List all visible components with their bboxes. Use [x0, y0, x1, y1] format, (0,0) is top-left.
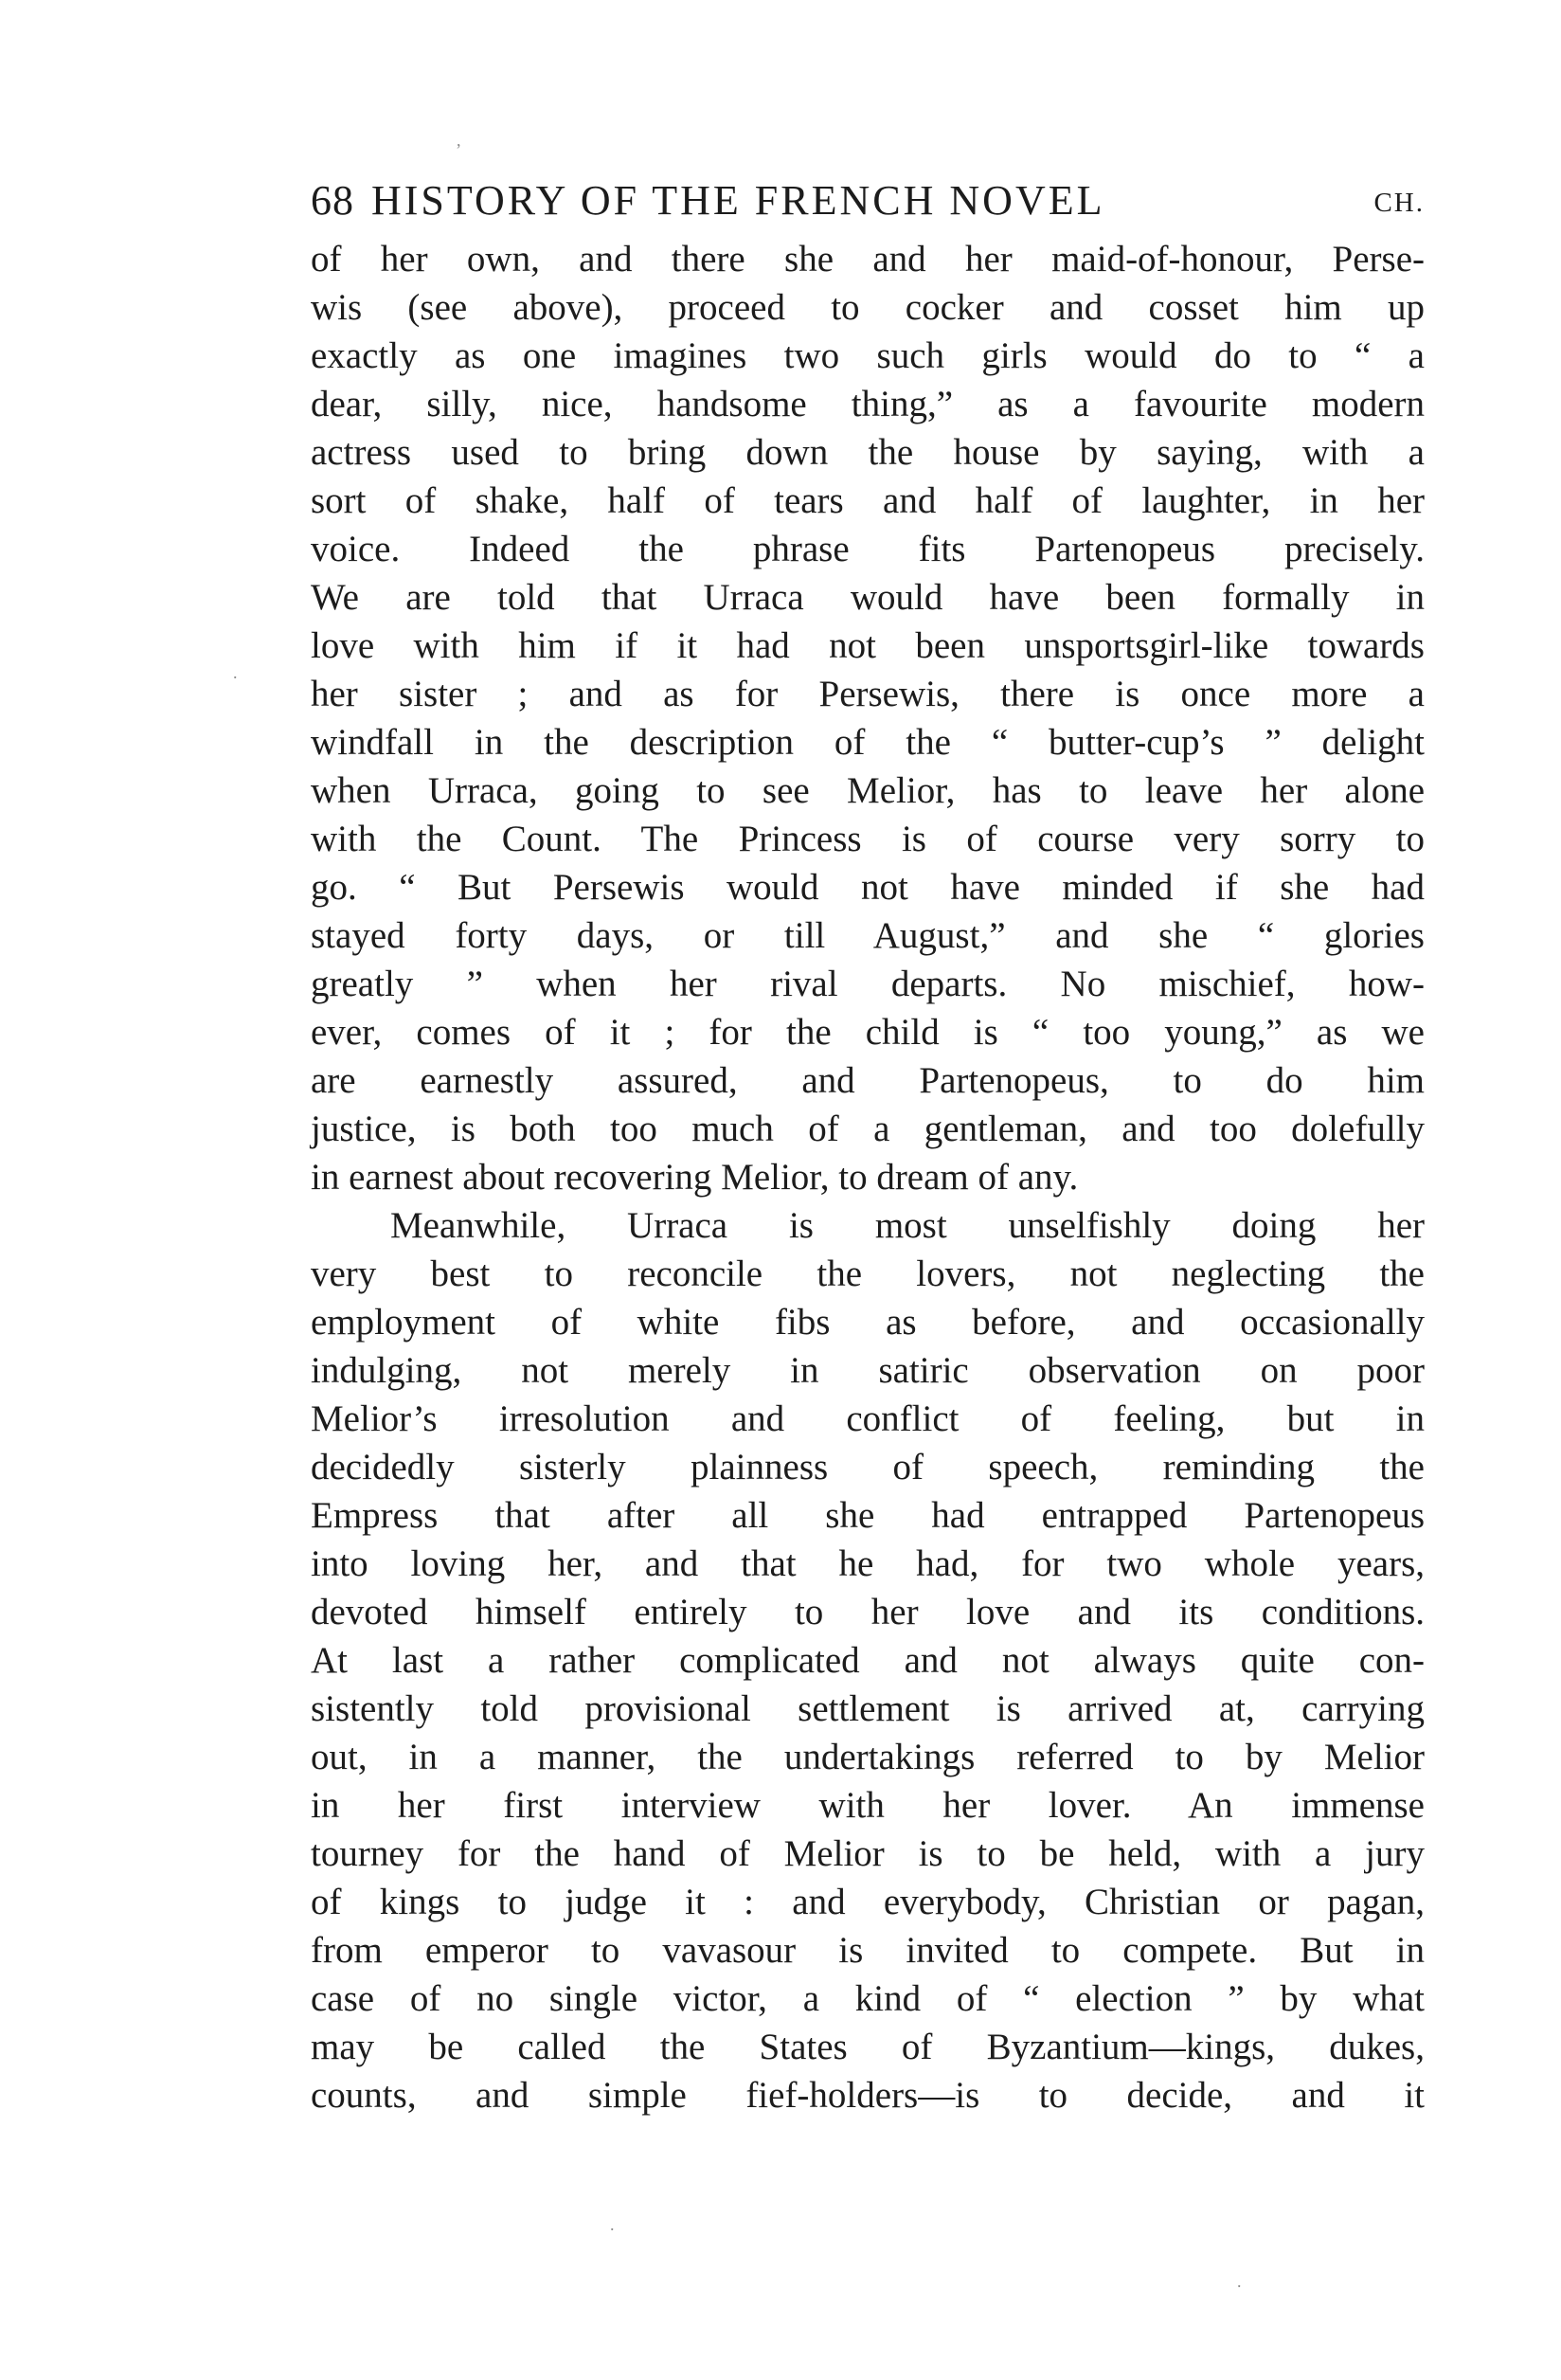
text-line: justice, is both too much of a gentleman, and too dolefully	[311, 1109, 1425, 1149]
text-line: Melior’s irresolution and conflict of feeling, but in	[311, 1398, 1425, 1439]
text-line: case of no single victor, a kind of “ election ” by what	[311, 1978, 1425, 2019]
running-header	[311, 176, 1425, 233]
text-line: out, in a manner, the undertakings referred to by Melior	[311, 1737, 1425, 1777]
text-line: exactly as one imagines two such girls would do to “ a	[311, 335, 1425, 376]
text-line: dear, silly, nice, handsome thing,” as a favourite modern	[311, 384, 1425, 424]
text-line: love with him if it had not been unsportsgirl-like towards	[311, 625, 1425, 666]
text-line: from emperor to vavasour is invited to compete. But in	[311, 1930, 1425, 1971]
text-line: of kings to judge it : and everybody, Christian or pagan,	[311, 1882, 1425, 1922]
text-line: We are told that Urraca would have been formally in	[311, 577, 1425, 618]
text-line: stayed forty days, or till August,” and she “ glories	[311, 915, 1425, 956]
text-line: into loving her, and that he had, for two whole years,	[311, 1543, 1425, 1584]
text-line: sort of shake, half of tears and half of laughter, in her	[311, 480, 1425, 521]
scan-speck: .	[233, 663, 238, 682]
text-line: counts, and simple fief-holders—is to decide, and it	[311, 2075, 1425, 2116]
text-line: are earnestly assured, and Partenopeus, to do him	[311, 1060, 1425, 1101]
text-line: of her own, and there she and her maid-of-honour, Perse-	[311, 239, 1425, 279]
scan-speck: .	[1237, 2272, 1242, 2291]
text-line: greatly ” when her rival departs. No mischief, how-	[311, 964, 1425, 1004]
text-line: tourney for the hand of Melior is to be held, with a jury	[311, 1833, 1425, 1874]
text-line: Empress that after all she had entrapped Partenopeus	[311, 1495, 1425, 1536]
running-title: HISTORY OF THE FRENCH NOVEL	[371, 177, 1105, 224]
text-line: employment of white fibs as before, and occasionally	[311, 1302, 1425, 1343]
text-line: when Urraca, going to see Melior, has to leave her alone	[311, 770, 1425, 811]
text-line: in earnest about recovering Melior, to dream of any.	[311, 1157, 1079, 1198]
text-line: sistently told provisional settlement is arrived at, carrying	[311, 1688, 1425, 1729]
text-line: ever, comes of it ; for the child is “ too young,” as we	[311, 1012, 1425, 1053]
text-line: her sister ; and as for Persewis, there is once more a	[311, 674, 1425, 714]
text-line: with the Count. The Princess is of course very sorry to	[311, 819, 1425, 859]
page-number: 68	[311, 177, 354, 224]
text-line: in her first interview with her lover. An immense	[311, 1785, 1425, 1826]
text-line: very best to reconcile the lovers, not neglecting the	[311, 1253, 1425, 1294]
body-text	[311, 235, 1425, 2119]
text-line: may be called the States of Byzantium—kings, dukes,	[311, 2027, 1425, 2067]
scan-speck: ,	[457, 131, 461, 150]
text-line: decidedly sisterly plainness of speech, reminding the	[311, 1447, 1425, 1488]
text-line: devoted himself entirely to her love and its conditions.	[311, 1592, 1425, 1632]
text-line: wis (see above), proceed to cocker and cosset him up	[311, 287, 1425, 328]
text-line: actress used to bring down the house by saying, with a	[311, 432, 1425, 473]
text-line: Meanwhile, Urraca is most unselfishly doing her	[390, 1205, 1425, 1246]
text-line: indulging, not merely in satiric observation on poor	[311, 1350, 1425, 1391]
chapter-abbreviation: CH.	[1373, 188, 1425, 218]
text-line: go. “ But Persewis would not have minded if she had	[311, 867, 1425, 908]
text-line: windfall in the description of the “ butter-cup’s ” delight	[311, 722, 1425, 763]
text-line: voice. Indeed the phrase fits Partenopeus precisely.	[311, 529, 1425, 569]
text-line: At last a rather complicated and not always quite con-	[311, 1640, 1425, 1681]
scan-speck: .	[610, 2215, 615, 2234]
